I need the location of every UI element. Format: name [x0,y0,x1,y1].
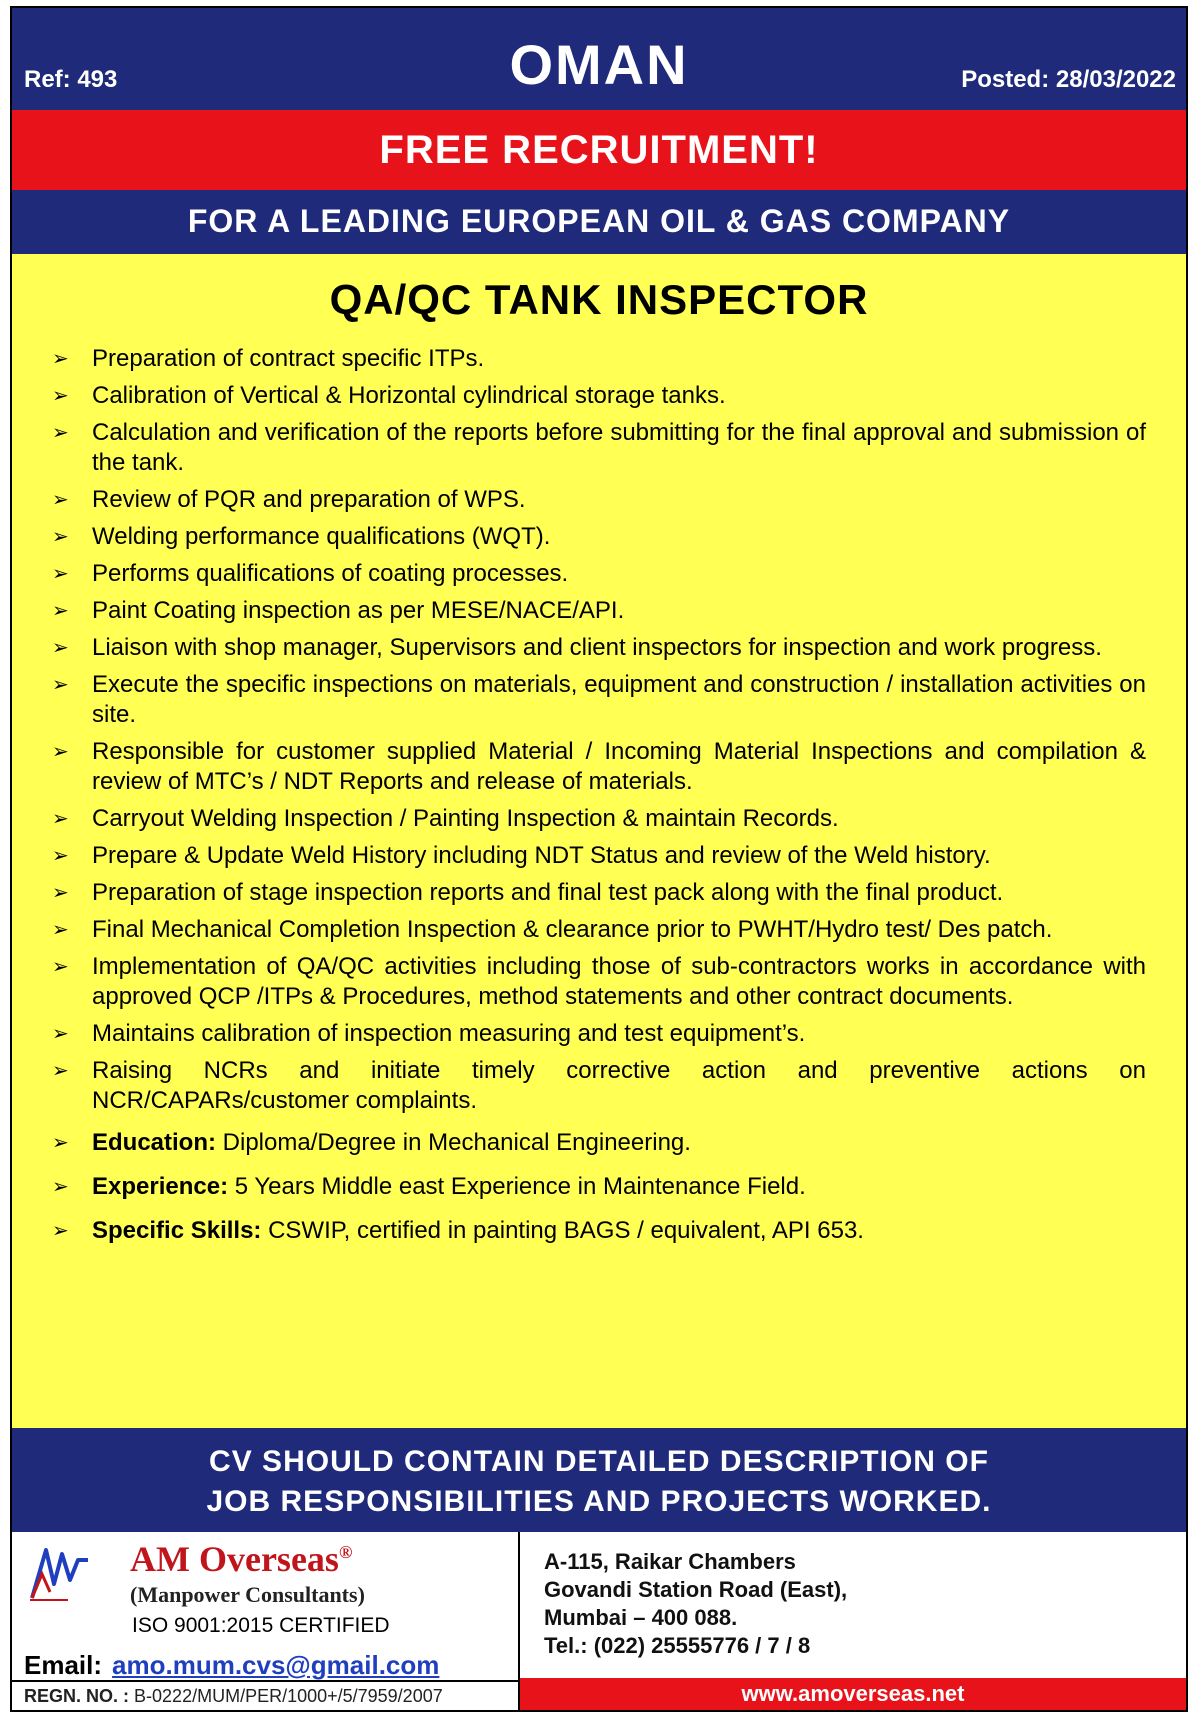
cv-instructions-band [12,1428,1186,1532]
registration-value: B-0222/MUM/PER/1000+/5/7959/2007 [134,1686,443,1706]
list-item: ➢ Liaison with shop manager, Supervisors and client inspectors for inspection and work progress. [52,634,1102,661]
arrowhead-bullet-icon: ➢ [52,808,69,830]
header-band [12,8,1186,110]
duties-list [12,344,1186,1116]
list-item: ➢ Execute the specific inspections on materials, equipment and construction / installation activities on site. [52,671,1146,728]
arrowhead-bullet-icon: ➢ [52,1220,69,1242]
registration-label: REGN. NO. : [24,1686,130,1706]
arrowhead-bullet-icon: ➢ [52,741,69,763]
arrowhead-bullet-icon: ➢ [52,956,69,978]
list-item: ➢ Paint Coating inspection as per MESE/NACE/API. [52,597,625,624]
requirement-education: ➢ Education: Diploma/Degree in Mechanical Engineering. [52,1129,691,1156]
registered-mark: ® [338,1542,353,1562]
arrowhead-bullet-icon: ➢ [52,919,69,941]
address-line: Mumbai – 400 088. [544,1605,738,1630]
contact-info [520,1532,1186,1710]
list-item: ➢ Review of PQR and preparation of WPS. [52,486,526,513]
office-address [544,1548,847,1660]
arrowhead-bullet-icon: ➢ [52,1176,69,1198]
email-row [24,1650,439,1681]
arrowhead-bullet-icon: ➢ [52,422,69,444]
footer [12,1532,1186,1710]
list-item: ➢ Calibration of Vertical & Horizontal cylindrical storage tanks. [52,382,726,409]
free-recruitment-banner: FREE RECRUITMENT! [12,110,1186,190]
list-item: ➢ Preparation of contract specific ITPs. [52,345,485,372]
email-label: Email: [24,1650,103,1680]
list-item: ➢ Maintains calibration of inspection measuring and test equipment’s. [52,1020,806,1047]
cv-note-line-1: CV SHOULD CONTAIN DETAILED DESCRIPTION OF [209,1445,989,1478]
list-item: ➢ Welding performance qualifications (WQT). [52,523,551,550]
requirement-skills: ➢ Specific Skills: CSWIP, certified in painting BAGS / equivalent, API 653. [52,1217,864,1244]
requirement-experience: ➢ Experience: 5 Years Middle east Experience in Maintenance Field. [52,1173,806,1200]
company-tagline: (Manpower Consultants) [130,1582,365,1607]
arrowhead-bullet-icon: ➢ [52,385,69,407]
arrowhead-bullet-icon: ➢ [52,1132,69,1154]
telephone-line: Tel.: (022) 25555776 / 7 / 8 [544,1633,811,1658]
website-link[interactable]: www.amoverseas.net [520,1678,1186,1710]
list-item: ➢ Responsible for customer supplied Material / Incoming Material Inspections and compilation & review of MTC’s / NDT Reports and release of materials. [52,738,1146,795]
company-info [12,1532,520,1710]
requirements-list [12,1128,1186,1246]
address-line: Govandi Station Road (East), [544,1577,848,1602]
cv-note-line-2: JOB RESPONSIBILITIES AND PROJECTS WORKED. [206,1485,992,1518]
reference-number: Ref: 493 [24,66,118,93]
company-name: AM Overseas® [130,1539,353,1579]
arrowhead-bullet-icon: ➢ [52,845,69,867]
arrowhead-bullet-icon: ➢ [52,348,69,370]
job-details-panel [12,254,1186,1428]
list-item: ➢ Performs qualifications of coating processes. [52,560,569,587]
arrowhead-bullet-icon: ➢ [52,674,69,696]
address-line: A-115, Raikar Chambers [544,1549,796,1574]
list-item: ➢ Preparation of stage inspection reports and final test pack along with the final product. [52,879,1004,906]
registration-number-row [12,1680,518,1707]
arrowhead-bullet-icon: ➢ [52,563,69,585]
arrowhead-bullet-icon: ➢ [52,1060,69,1082]
list-item: ➢ Prepare & Update Weld History including NDT Status and review of the Weld history. [52,842,991,869]
list-item: ➢ Final Mechanical Completion Inspection & clearance prior to PWHT/Hydro test/ Des patch. [52,916,1053,943]
email-link[interactable]: amo.mum.cvs@gmail.com [112,1650,440,1680]
arrowhead-bullet-icon: ➢ [52,1023,69,1045]
job-advertisement [10,6,1188,1712]
country-title: OMAN [509,33,689,96]
posted-date: Posted: 28/03/2022 [961,66,1176,93]
list-item: ➢ Carryout Welding Inspection / Painting Inspection & maintain Records. [52,805,839,832]
list-item: ➢ Raising NCRs and initiate timely corrective action and preventive actions on NCR/CAPARs/customer complaints. [52,1057,1146,1114]
arrowhead-bullet-icon: ➢ [52,526,69,548]
list-item: ➢ Implementation of QA/QC activities including those of sub-contractors works in accordance with approved QCP /ITPs & Procedures, method statements and other contract documents. [52,953,1146,1010]
job-title: QA/QC TANK INSPECTOR [329,276,869,323]
employer-subtitle: FOR A LEADING EUROPEAN OIL & GAS COMPANY [12,190,1186,254]
list-item: ➢ Calculation and verification of the reports before submitting for the final approval and submission of the tank. [52,419,1146,476]
arrowhead-bullet-icon: ➢ [52,637,69,659]
arrowhead-bullet-icon: ➢ [52,600,69,622]
arrowhead-bullet-icon: ➢ [52,882,69,904]
iso-certification: ISO 9001:2015 CERTIFIED [132,1614,390,1637]
arrowhead-bullet-icon: ➢ [52,489,69,511]
am-overseas-logo-icon [28,1540,92,1604]
